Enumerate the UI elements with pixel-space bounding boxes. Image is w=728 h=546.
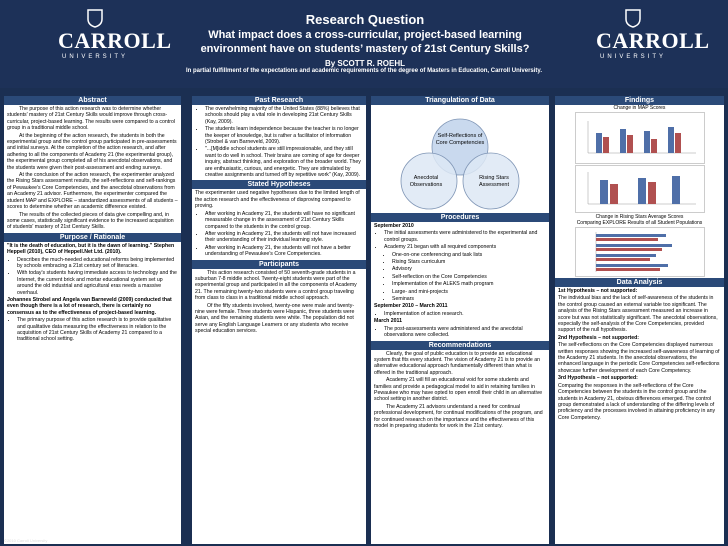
hypothesis-bullet: • After working in Academy 21, the students will not have a better understanding of Pewaukee's Core Competencies.	[205, 245, 363, 258]
past-research-bullet: • "...[M]iddle school students are still impressionable, and they still want to do well in school. Their brains are coming of age for deeper inquiry, abstract thinking, and exploration of the broader world. They are enthusiastic, curious, and energetic. They are stimulated by creative assignments and turned off by repetitive work" (Kay, 2009).	[205, 146, 363, 178]
recommendations-p3: The Academy 21 advisors understand a need for continual professional development, for continual modifications of the program, and for continued research on the importance and the effectiveness of this model in preparing students for work in the 21st century.	[374, 403, 543, 429]
bar	[596, 248, 662, 251]
column-3	[371, 96, 549, 544]
hypothesis-2-body: The self-reflections on the Core Competencies displayed numerous written responses showing the increased self-awareness of learning of the Academy 21 students. In the anecdotal observations, the enhanced language in the periodic Core Competencies self-reflections showcase further development of each Core Competency.	[558, 342, 720, 374]
shield-icon	[86, 8, 104, 28]
triangulation-diagram	[371, 105, 549, 213]
purpose-bullet: • With today's students having immediate access to technology and the Internet, the current brick and mortar educational system set up around the old industrial and agricultural eras needs a massive overhaul.	[17, 270, 178, 296]
participants-p2: Of the fifty students involved, twenty-one were male and twenty-nine were female. Three students were Hispanic, three students were Asian, and the remaining students were white. The population did not serve any English Language Learners or any students who receive special education services.	[195, 302, 355, 335]
copyright: ©2010 Carroll University	[4, 538, 48, 543]
bar	[596, 264, 668, 267]
logo-text: CARROLL	[596, 28, 710, 53]
carroll-logo-right	[596, 8, 710, 60]
recommendations-p1: Clearly, the goal of public education is to provide an educational system that fits every student. The vision of Academy 21 is to provide an alternative educational approach fundamentally different than what is offered in the traditional approach.	[374, 350, 540, 376]
participants-p1: This action research consisted of 50 seventh-grade students in a suburban 7-8 middle school. Twenty-eight students were part of the experimental group and participated in all the components of Academy 21. The remaining twenty-two students were a control group traveling from class to class in a traditional middle school approach.	[195, 269, 357, 302]
bar	[596, 133, 602, 153]
poster-subtitle: In partial fulfillment of the expectations and academic requirements of the degree of Masters in Education, Carroll University.	[186, 68, 542, 74]
strobel-quote: Johannes Strobel and Angela van Barneveld (2009) conducted that even though there is a lot of research, there is certainly no consensus as to the effectiveness of project-based learning.	[7, 296, 172, 316]
procedures-sub-bullet: • Seminars	[392, 296, 546, 302]
hypothesis-3-heading: 3rd Hypothesis – not supported:	[558, 375, 638, 382]
past-research-bullet: • The students learn independence because the teacher is no longer the keeper of knowledge, but is rather a facilitator of information (Strobel & van Barneveld, 2009).	[205, 126, 363, 145]
procedures-sub-bullet: • Rising Stars curriculum	[392, 259, 546, 265]
procedures-sept-2010: September 2010	[374, 223, 414, 229]
hypotheses-title: Stated Hypotheses	[192, 180, 366, 189]
explore-results-chart	[575, 227, 705, 277]
rising-stars-caption: Change in Rising Stars Average Scores	[595, 214, 684, 220]
findings-title: Findings	[555, 96, 724, 105]
poster-title: Research Question	[305, 12, 425, 27]
bar	[627, 135, 633, 153]
past-research-bullet: • The overwhelming majority of the United States (88%) believes that schools should play a vital role in developing 21st Century Skills (Kay, 2009).	[205, 106, 363, 125]
abstract-p4: The results of the collected pieces of data give compelling and, in some cases, statistically significant evidence to the increased acquisition of students' mastery of 21st Century Skills.	[7, 211, 174, 231]
procedures-bullet: • Implementation of action research.	[384, 311, 546, 317]
triangulation-top-label: Self-Reflections of Core Competencies	[435, 133, 485, 146]
heppell-quote: "It is the death of education, but it is the dawn of learning." Stephen Heppell (2010), CEO of Heppell.Net Ltd. (2010).	[7, 242, 175, 256]
recommendations-title: Recommendations	[371, 341, 549, 350]
map-chart-caption: Change in MAP Scores	[613, 105, 666, 111]
abstract-body	[4, 105, 181, 233]
carroll-logo-left	[58, 8, 172, 60]
research-question-line-2: environment have on students’ mastery of 21st Century Skills?	[200, 43, 530, 55]
procedures-bullet: • The initial assessments were administered to the experimental and control groups.	[384, 230, 546, 243]
logo-subtext: UNIVERSITY	[61, 54, 128, 60]
bar	[596, 238, 658, 241]
hypothesis-1-body: The individual bias and the lack of self-awareness of the students in the control group caused an external variable too significant. The analysis of the Rising Stars assessment measured an increase in score but was not statistically significant. The anecdotal observations, especially the self-analysis of the Core Competencies, provided support of the null hypothesis.	[558, 295, 718, 334]
procedures-sub-bullet: • Self-reflection on the Core Competencies	[392, 274, 546, 280]
bar	[638, 178, 646, 204]
triangulation-right-label: Rising Stars Assessment	[479, 175, 509, 188]
bar	[648, 182, 656, 204]
hypothesis-2-heading: 2nd Hypothesis – not supported:	[558, 334, 639, 341]
bar	[596, 244, 672, 247]
bar	[644, 131, 650, 153]
purpose-body	[4, 242, 181, 345]
hypotheses-intro: The experimenter used negative hypotheses due to the limited length of the action research and the effectiveness of disproving compared to proving.	[195, 190, 360, 210]
bar	[620, 129, 626, 153]
abstract-p2: At the beginning of the action research, the students in both the experimental group and the control group participated in pre-assessments and initial surveys. At the completion of the action research, and after adhering to all the components of Academy 21 (the experimental group), the experimental group completed all of his anecdotal observations, and the students were given their post-assessment and ending surveys.	[7, 132, 177, 171]
bar	[651, 139, 657, 153]
participants-title: Participants	[192, 260, 366, 269]
bar	[603, 137, 609, 153]
logo-text: CARROLL	[58, 28, 172, 53]
procedures-march: March 2011	[374, 318, 402, 325]
bar	[596, 258, 650, 261]
abstract-p1: The purpose of this action research was to determine whether students' mastery of 21st Century Skills would improve through cross-curricular, project-based learning. The results were compared to a control group in a traditional middle school.	[7, 106, 176, 132]
hypothesis-3-body: Comparing the responses in the self-reflections of the Core Competencies between the students in the control group and the students in Academy 21, obvious differences emerged. The control group demonstrated a lack of understanding of the differing levels of proficiency and the processes involved in attaining proficiency in any Core Competency.	[558, 382, 716, 421]
procedures-sub-bullet: • Implementation of the ALEKS math program	[392, 281, 546, 287]
purpose-bullet: • Describes the much-needed educational reforms being implemented by schools embracing a 21st century set of literacies.	[17, 257, 178, 270]
research-question-line-1: What impact does a cross-curricular, project-based learning	[208, 29, 522, 41]
bar	[668, 127, 674, 153]
procedures-sub-bullet: • Large- and mini-projects	[392, 289, 546, 295]
hypothesis-bullet: • After working in Academy 21, the students will not have increased their understanding of their individual learning style.	[205, 231, 363, 244]
past-research-title: Past Research	[192, 96, 366, 105]
poster-header	[0, 0, 728, 88]
triangulation-title: Triangulation of Data	[371, 96, 549, 105]
map-scores-chart	[575, 112, 705, 164]
logo-subtext: UNIVERSITY	[599, 54, 666, 60]
bar	[675, 133, 681, 153]
explore-caption: Comparing EXPLORE Results of all Student Populations	[576, 220, 703, 226]
procedures-title: Procedures	[371, 213, 549, 222]
column-1	[4, 96, 181, 544]
purpose-title: Purpose / Rationale	[4, 233, 181, 242]
procedures-sub-bullet: • Advisory	[392, 266, 546, 272]
bar	[600, 180, 608, 204]
procedures-bullet: • Academy 21 began with all required components	[384, 244, 546, 250]
procedures-bullet: • The post-assessments were administered and the anecdotal observations were collected.	[384, 326, 546, 339]
column-4	[555, 96, 724, 544]
recommendations-p2: Academy 21 will fill an educational void for some students and families and provide a pedagogical model to aid in retaining families in Pewaukee who may have opted to open enroll their child in an alternative school setting in another district.	[374, 377, 543, 403]
abstract-title: Abstract	[4, 96, 181, 105]
bar	[610, 184, 618, 204]
chart-bg	[576, 113, 704, 163]
bar	[596, 254, 656, 257]
author: By SCOTT R. ROEHL	[324, 59, 405, 68]
procedures-range: September 2010 – March 2011	[374, 303, 448, 310]
triangulation-left-label: Anecdotal Observations	[409, 175, 443, 188]
purpose-bullet: • The primary purpose of this action research is to provide qualitative and qualitative data measuring the effectiveness in relation to the acquisition of 21st Century Skills of Academy 21 compared to a traditional school setting.	[17, 317, 178, 343]
hypothesis-bullet: • After working in Academy 21, the students will have no significant measurable change in the assessment of 21st Century Skills compared to the students in the control group.	[205, 211, 363, 230]
procedures-sub-bullet: • One-on-one conferencing and task lists	[392, 252, 546, 258]
rising-stars-chart	[575, 165, 705, 213]
abstract-p3: At the conclusion of the action research, the experimenter analyzed the Rising Stars assessment results, the self-reflections and self-rankings of Pewaukee's Core Competencies, and the anecdotal observations from an Academy 21 advisor. Furthermore, the experimenter compared the student MAP and EXPLORE – standardized assessments of all students – scores to determine whether an academic difference existed.	[7, 172, 178, 211]
bar	[596, 234, 666, 237]
data-analysis-title: Data Analysis	[555, 278, 724, 287]
bar	[596, 268, 660, 271]
shield-icon	[624, 8, 642, 28]
column-2	[192, 96, 366, 544]
hypothesis-1-heading: 1st Hypothesis – not supported:	[558, 288, 638, 294]
bar	[672, 176, 680, 204]
